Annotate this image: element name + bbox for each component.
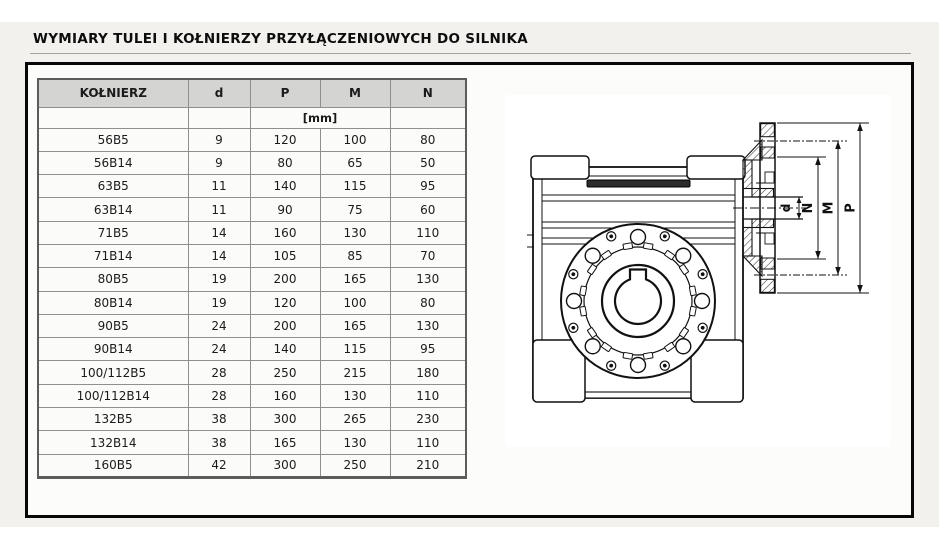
unit-row-empty-cell	[38, 107, 188, 128]
table-cell: 80B14	[38, 291, 188, 314]
table-cell: 19	[188, 268, 250, 291]
table-cell: 100	[320, 128, 390, 151]
unit-row-empty-cell	[390, 107, 466, 128]
flange-dimensions-table	[37, 78, 467, 479]
table-cell: 132B14	[38, 431, 188, 454]
table-cell: 300	[250, 408, 320, 431]
table-cell: 65	[320, 151, 390, 174]
dim-label-p: P	[843, 203, 859, 213]
table-cell: 165	[320, 268, 390, 291]
table-cell: 80	[390, 128, 466, 151]
table-cell: 130	[320, 384, 390, 407]
table-cell: 130	[390, 314, 466, 337]
table-row	[38, 314, 466, 337]
table-header-row	[38, 79, 466, 107]
table-cell: 132B5	[38, 408, 188, 431]
table-cell: 28	[188, 361, 250, 384]
table-row	[38, 244, 466, 267]
table-cell: 110	[390, 431, 466, 454]
table-cell: 250	[250, 361, 320, 384]
column-header-d: d	[188, 79, 250, 107]
table-cell: 85	[320, 244, 390, 267]
table-cell: 42	[188, 454, 250, 477]
table-row	[38, 454, 466, 477]
table-cell: 90	[250, 198, 320, 221]
table-cell: 210	[390, 454, 466, 477]
table-cell: 90B14	[38, 338, 188, 361]
table-cell: 71B5	[38, 221, 188, 244]
table-cell: 230	[390, 408, 466, 431]
table-cell: 24	[188, 338, 250, 361]
dimension-labels	[779, 202, 859, 215]
column-header-n: N	[390, 79, 466, 107]
table-cell: 115	[320, 338, 390, 361]
unit-row	[38, 107, 466, 128]
table-row	[38, 338, 466, 361]
table-cell: 105	[250, 244, 320, 267]
table-cell: 70	[390, 244, 466, 267]
table-cell: 120	[250, 128, 320, 151]
table-cell: 71B14	[38, 244, 188, 267]
table-cell: 75	[320, 198, 390, 221]
gearbox-technical-drawing	[505, 95, 891, 447]
table-row	[38, 431, 466, 454]
table-cell: 24	[188, 314, 250, 337]
table-cell: 19	[188, 291, 250, 314]
table-cell: 80	[390, 291, 466, 314]
table-cell: 63B14	[38, 198, 188, 221]
table-cell: 100/112B5	[38, 361, 188, 384]
table-cell: 11	[188, 175, 250, 198]
table-cell: 250	[320, 454, 390, 477]
page-title: WYMIARY TULEI I KOŁNIERZY PRZYŁĄCZENIOWYCH DO SILNIKA	[33, 31, 528, 47]
drawing-area	[505, 95, 891, 447]
table-row	[38, 384, 466, 407]
table-cell: 56B5	[38, 128, 188, 151]
table-cell: 300	[250, 454, 320, 477]
dim-label-m: M	[821, 201, 837, 215]
table-cell: 14	[188, 244, 250, 267]
table-cell: 120	[250, 291, 320, 314]
table-cell: 110	[390, 221, 466, 244]
table-cell: 11	[188, 198, 250, 221]
table-row	[38, 268, 466, 291]
table-cell: 130	[390, 268, 466, 291]
table-cell: 160	[250, 221, 320, 244]
column-header-flange: KOŁNIERZ	[38, 79, 188, 107]
dim-label-d: d	[779, 203, 793, 213]
table-cell: 38	[188, 408, 250, 431]
table-cell: 140	[250, 175, 320, 198]
table-cell: 265	[320, 408, 390, 431]
table-cell: 115	[320, 175, 390, 198]
table-cell: 56B14	[38, 151, 188, 174]
table-cell: 95	[390, 175, 466, 198]
table-cell: 160	[250, 384, 320, 407]
table-cell: 100/112B14	[38, 384, 188, 407]
table-cell: 180	[390, 361, 466, 384]
unit-row-empty-cell	[188, 107, 250, 128]
column-header-p: P	[250, 79, 320, 107]
table-cell: 28	[188, 384, 250, 407]
table-cell: 215	[320, 361, 390, 384]
table-cell: 200	[250, 314, 320, 337]
table-cell: 60	[390, 198, 466, 221]
column-header-m: M	[320, 79, 390, 107]
table-row	[38, 221, 466, 244]
table-cell: 38	[188, 431, 250, 454]
datasheet-frame	[25, 62, 914, 518]
table-row	[38, 175, 466, 198]
table-row	[38, 291, 466, 314]
table-body	[38, 128, 466, 477]
table-cell: 160B5	[38, 454, 188, 477]
table-cell: 95	[390, 338, 466, 361]
table-cell: 165	[250, 431, 320, 454]
table-cell: 80	[250, 151, 320, 174]
table-cell: 200	[250, 268, 320, 291]
table-cell: 130	[320, 221, 390, 244]
table-cell: 90B5	[38, 314, 188, 337]
table-row	[38, 361, 466, 384]
table-cell: 130	[320, 431, 390, 454]
unit-label: [mm]	[250, 107, 390, 128]
dim-label-n: N	[801, 202, 816, 214]
table-cell: 63B5	[38, 175, 188, 198]
table-row	[38, 408, 466, 431]
table-cell: 50	[390, 151, 466, 174]
title-divider	[30, 53, 911, 54]
table-row	[38, 128, 466, 151]
table-cell: 110	[390, 384, 466, 407]
table-cell: 80B5	[38, 268, 188, 291]
table-cell: 100	[320, 291, 390, 314]
oil-slot	[587, 180, 690, 187]
table-cell: 14	[188, 221, 250, 244]
table-cell: 165	[320, 314, 390, 337]
table-row	[38, 198, 466, 221]
output-flange	[561, 224, 715, 378]
table-row	[38, 151, 466, 174]
table-cell: 9	[188, 151, 250, 174]
table-cell: 9	[188, 128, 250, 151]
table-cell: 140	[250, 338, 320, 361]
